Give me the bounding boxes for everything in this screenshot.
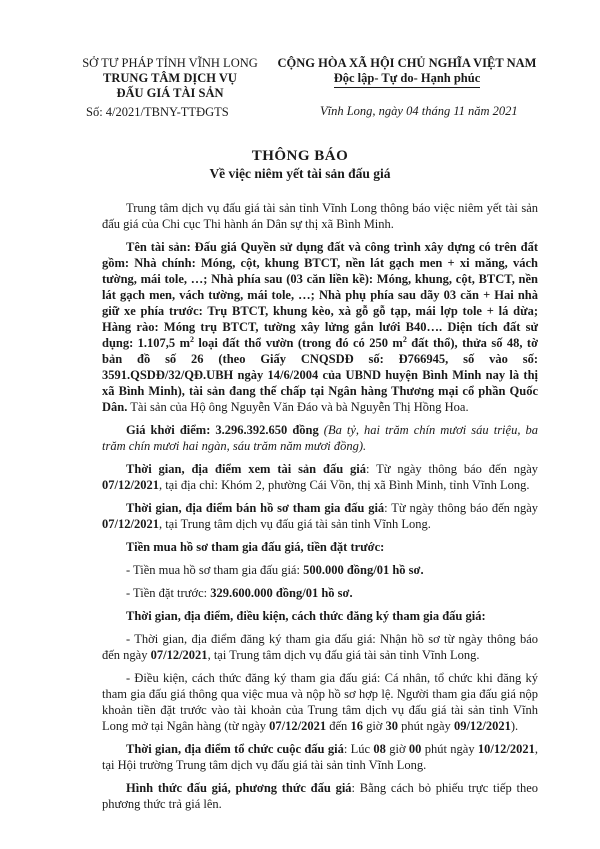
fee-line1 (102, 562, 538, 578)
issuer-block (70, 56, 270, 120)
asset-text-b: loại đất thổ vườn (trong đó có 250 m (194, 336, 403, 350)
sale-label: Thời gian, địa điểm bán hồ sơ tham gia đấu giá (126, 501, 385, 515)
nation-title: CỘNG HÒA XÃ HỘI CHỦ NGHĨA VIỆT NAM (277, 56, 537, 70)
org-line2: TRUNG TÂM DỊCH VỤ (103, 71, 237, 85)
asset-paragraph (102, 239, 538, 415)
registration-conditions (102, 670, 538, 734)
document-number: Số: 4/2021/TBNY-TTĐGTS (86, 105, 229, 119)
view-text-b: , tại địa chỉ: Khóm 2, phường Cái Vồn, thị xã Bình Minh, tỉnh Vĩnh Long. (158, 478, 530, 492)
issue-date: Vĩnh Long, ngày 04 tháng 11 năm 2021 (320, 104, 518, 118)
form-paragraph (102, 780, 538, 812)
reg2-text-m3: phút ngày (398, 719, 454, 733)
asset-owner: Tài sản của Hộ ông Nguyễn Văn Đáo và bà Nguyễn Thị Hồng Hoa. (127, 400, 469, 414)
auction-text-b: giờ (385, 742, 409, 756)
fee-line2-value: 329.600.000 đồng/01 hồ sơ. (210, 586, 353, 600)
auction-text-d: , tại Hội trường Trung tâm dịch vụ đấu giá tài sản tỉnh Vĩnh Long. (102, 742, 538, 772)
reg2-hour: 16 (350, 719, 363, 733)
reg2-date2: 09/12/2021 (453, 719, 511, 733)
auction-text-a: : Lúc (343, 742, 374, 756)
view-paragraph (102, 461, 538, 493)
auction-hour: 08 (373, 742, 386, 756)
view-date: 07/12/2021 (102, 478, 159, 492)
reg1-text-b: , tại Trung tâm dịch vụ đấu giá tài sản tỉnh Vĩnh Long. (207, 648, 480, 662)
sale-date: 07/12/2021 (102, 517, 159, 531)
fee-line2 (102, 585, 538, 601)
sale-text-a: : Từ ngày thông báo đến ngày (384, 501, 539, 515)
auction-label: Thời gian, địa điểm tổ chức cuộc đấu giá (126, 742, 344, 756)
reg1-date: 07/12/2021 (150, 648, 208, 662)
fee-line1-value: 500.000 đồng/01 hồ sơ. (303, 563, 424, 577)
document-title: THÔNG BÁO (251, 148, 349, 164)
intro-paragraph: Trung tâm dịch vụ đấu giá tài sản tỉnh Vĩnh Long thông báo việc niêm yết tài sản đấu giá của Chi cục Thi hành án Dân sự thị xã Bình Minh. (102, 201, 538, 231)
notice-body (102, 200, 538, 819)
view-text-a: : Từ ngày thông báo đến ngày (366, 462, 538, 476)
form-text: : Bằng cách bỏ phiếu trực tiếp theo phương thức trả giá lên. (102, 781, 538, 811)
fee-line1-label: - Tiền mua hồ sơ tham gia đấu giá: (126, 563, 304, 577)
sale-text-b: , tại Trung tâm dịch vụ đấu giá tài sản tỉnh Vĩnh Long. (158, 517, 431, 531)
view-label: Thời gian, địa điểm xem tài sản đấu giá (126, 462, 366, 476)
document-subtitle: Về việc niêm yết tài sản đấu giá (209, 166, 391, 181)
auction-paragraph (102, 741, 538, 773)
asset-text-c: đất thổ), thửa số 48, tờ bản đồ số 26 (theo Giấy CNQSDĐ số: Đ766945, số vào số: 3591.QSDĐ/32/QĐ.UBH ngày 14/6/2004 của UBND huyện Bình Minh nay là thị xã Bình Minh), tài sản đang thế chấp tại Ngân hàng Thương mại cổ phần Quốc Dân. (102, 336, 539, 414)
auction-text-c: phút ngày (421, 742, 478, 756)
org-line3: ĐẤU GIÁ TÀI SẢN (116, 86, 224, 100)
fee-heading: Tiền mua hồ sơ tham gia đấu giá, tiền đặt trước: (126, 540, 385, 554)
reg2-date1: 07/12/2021 (269, 719, 327, 733)
fee-line2-label: - Tiền đặt trước: (126, 586, 211, 600)
reg2-text-e: ). (510, 719, 519, 733)
nation-block (276, 56, 538, 88)
asset-sup2: 2 (402, 334, 407, 344)
motto: Độc lập- Tự do- Hạnh phúc (334, 71, 481, 88)
price-in-words: (Ba tỷ, hai trăm chín mươi sáu triệu, ba trăm chín mươi hai ngàn, sáu trăm năm mươi đồng). (102, 423, 538, 453)
org-line1: SỞ TƯ PHÁP TỈNH VĨNH LONG (82, 56, 258, 70)
registration-heading: Thời gian, địa điểm, điều kiện, cách thức đăng ký tham gia đấu giá: (126, 609, 486, 623)
form-label: Hình thức đấu giá, phương thức đấu giá (126, 781, 352, 795)
reg2-minute: 30 (385, 719, 399, 733)
reg2-text-a: - Điều kiện, cách thức đăng ký tham gia đấu giá: Cá nhân, tổ chức khi đăng ký tham gia đấu giá thông qua việc mua và nộp hồ sơ hợp lệ. Người tham gia đấu giá nộp khoản tiền đặt trước vào tài khoản của Trung tâm dịch vụ đấu giá tài sản tỉnh Vĩnh Long mở tại Ngân hàng (từ ngày (102, 671, 538, 733)
reg2-text-m2: giờ (362, 719, 386, 733)
reg2-text-m: đến (326, 719, 351, 733)
registration-time (102, 631, 538, 663)
asset-text-a: Tên tài sản: Đấu giá Quyền sử dụng đất và công trình xây dựng có trên đất gồm: Nhà chính: Móng, cột, khung BTCT, nền lát gạch men + xi măng, vách tường, mái tole, …; Nhà phía sau (03 căn liền kề): Móng, khung, cột, BTCT, nền lát gạch men, vách tường, mái tole, …; Nhà phụ phía sau dãy 03 căn + Hai nhà giữ xe phía trước: Trụ BTCT, khung kèo, xà gỗ gỗ tạp, mái lợp tole + lá dừa; Hàng rào: Móng trụ BTCT, tường xây lửng gắn lưới B40…. Diện tích đất sử dụng: 1.107,5 m (102, 240, 538, 350)
price-paragraph (102, 422, 538, 454)
auction-minute: 00 (408, 742, 422, 756)
auction-date: 10/12/2021 (477, 742, 535, 756)
sale-paragraph (102, 500, 538, 532)
start-price: Giá khởi điểm: 3.296.392.650 đồng (126, 423, 319, 437)
reg1-text-a: - Thời gian, địa điểm đăng ký tham gia đấu giá: Nhận hồ sơ từ ngày thông báo đến ngày (102, 632, 538, 662)
asset-sup1: 2 (190, 334, 195, 344)
